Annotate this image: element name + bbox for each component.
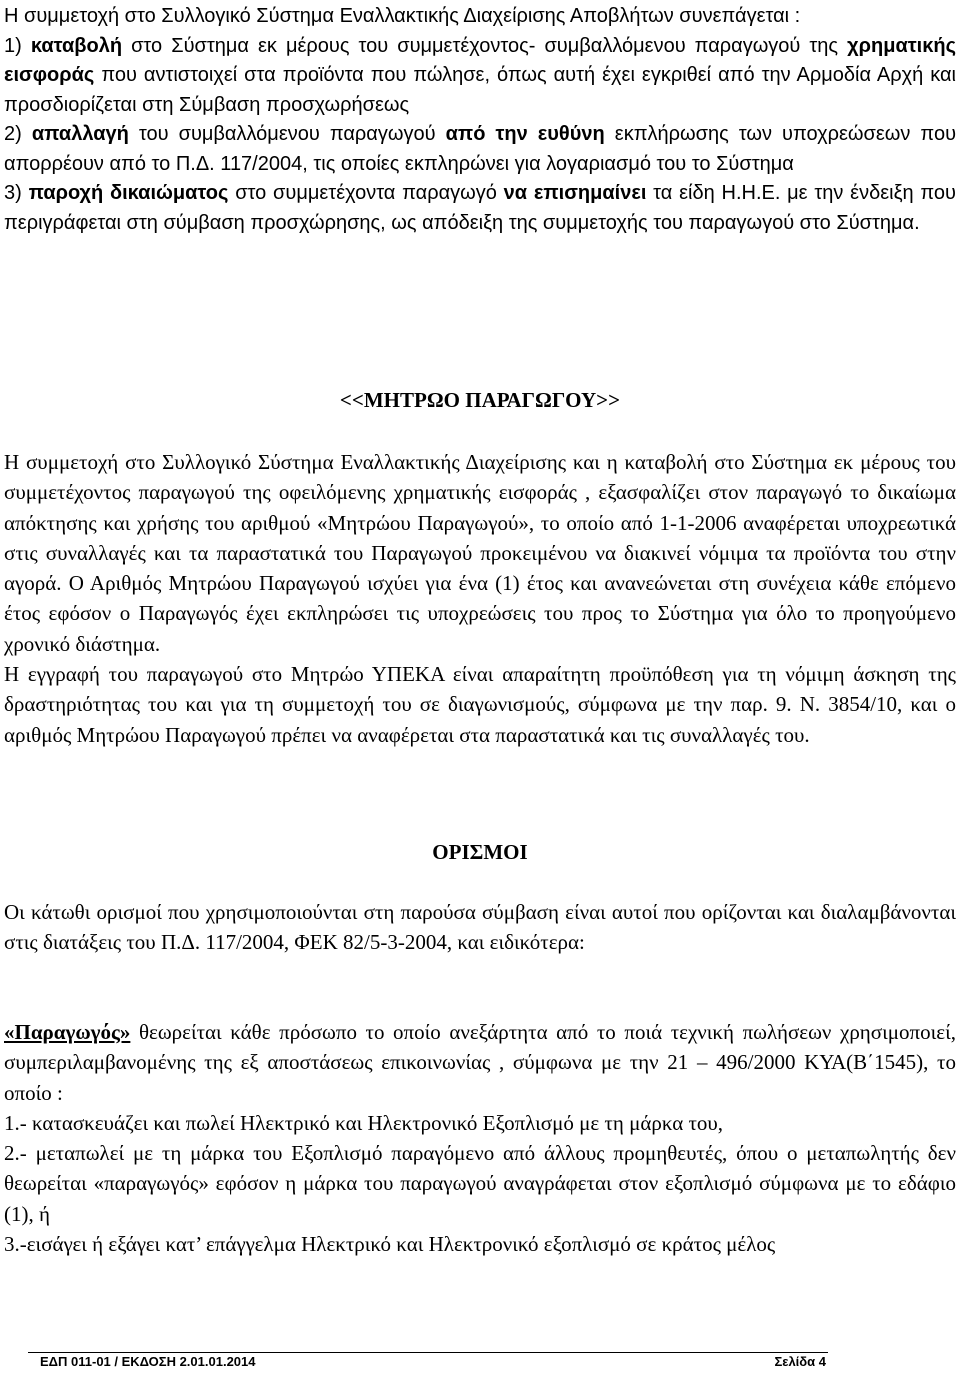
participation-section xyxy=(4,2,956,238)
producer-definition-block xyxy=(4,1017,956,1259)
footer-divider xyxy=(28,1352,828,1353)
registry-heading: <<ΜΗΤΡΩΟ ΠΑΡΑΓΩΓΟΥ>> xyxy=(339,388,621,412)
item-2-number: 2) xyxy=(4,123,32,145)
item-1-text-2: που αντιστοιχεί στα προϊόντα που πώλησε, όπως αυτή έχει εγκριθεί από την Αρμοδία Αρχή και προσδιορίζεται στη Σύμβαση προσχωρήσεως xyxy=(4,64,956,116)
footer-doc-code: ΕΔΠ 011-01 / ΕΚΔΟΣΗ 2.01.01.2014 xyxy=(40,1354,256,1369)
producer-item-2: 2.- μεταπωλεί με τη μάρκα του Εξοπλισμό παραγόμενο από άλλους προμηθευτές, όπου ο μεταπωλητής δεν θεωρείται «παραγωγός» εφόσον η μάρκα του παραγωγού αναγράφεται στον εξοπλισμό σύμφωνα με το εδάφιο (1), ή xyxy=(4,1141,956,1226)
item-2-text-2: εκπλήρωσης των υποχρεώσεων που απορρέουν από το Π.Δ. 117/2004, τις οποίες εκπληρώνει για λογαριασμό του το Σύστημα xyxy=(4,123,957,175)
item-3-bold-1: παροχή δικαιώματος xyxy=(28,182,229,204)
producer-term-text: θεωρείται κάθε πρόσωπο το οποίο ανεξάρτητα από το ποιά τεχνική πωλήσεων χρησιμοποιεί, συμπεριλαμβανομένης της εξ αποστάσεως επικοινωνίας , σύμφωνα με την 21 – 496/2000 ΚΥΑ(Β΄1545), το οποίο : xyxy=(4,1020,956,1105)
item-2-bold-1: απαλλαγή xyxy=(31,123,129,145)
item-3-text-2: τα είδη Η.Η.Ε. με την ένδειξη που περιγράφεται στη σύμβαση προσχώρησης, ως απόδειξη της συμμετοχής του παραγωγού στο Σύστημα. xyxy=(4,182,956,234)
producer-item-1: 1.- κατασκευάζει και πωλεί Ηλεκτρικό και Ηλεκτρονικό Εξοπλισμό με τη μάρκα του, xyxy=(4,1110,724,1135)
item-2-text-1: του συμβαλλόμενου παραγωγού xyxy=(128,123,446,145)
registry-paragraph-2: Η εγγραφή του παραγωγού στο Μητρώο ΥΠΕΚΑ είναι απαραίτητη προϋπόθεση για τη νόμιμη άσκηση της δραστηριότητας του και για τη συμμετοχή του σε διαγωνισμούς, σύμφωνα με την παρ. 9. Ν. 3854/10, και ο αριθμός Μητρώου Παραγωγού πρέπει να αναφέρεται στα παραστατικά και τις συναλλαγές του. xyxy=(4,662,956,747)
item-3-text-1: στο συμμετέχοντα παραγωγό xyxy=(228,182,504,204)
participation-intro: Η συμμετοχή στο Συλλογικό Σύστημα Εναλλακτικής Διαχείρισης Αποβλήτων συνεπάγεται : xyxy=(4,5,801,27)
definitions-intro-block xyxy=(4,897,956,958)
item-1-text-1: στο Σύστημα εκ μέρους του συμμετέχοντος- συμβαλλόμενου παραγωγού της xyxy=(122,34,848,57)
definitions-intro: Οι κάτωθι ορισμοί που χρησιμοποιούνται στη παρούσα σύμβαση είναι αυτοί που ορίζονται και διαλαμβάνονται στις διατάξεις του Π.Δ. 117/2004, ΦΕΚ 82/5-3-2004, και ειδικότερα: xyxy=(4,900,956,955)
registry-section xyxy=(4,447,956,750)
item-1-bold-2: χρηματικής εισφοράς xyxy=(4,34,956,86)
item-3-bold-2: να επισημαίνει xyxy=(503,182,647,204)
participation-item-2 xyxy=(4,120,956,179)
definitions-heading: ΟΡΙΣΜΟΙ xyxy=(432,840,528,864)
item-3-number: 3) xyxy=(4,182,29,204)
registry-paragraph-1: Η συμμετοχή στο Συλλογικό Σύστημα Εναλλακτικής Διαχείρισης και η καταβολή στο Σύστημα εκ μέρους του συμμετέχοντος παραγωγού της οφειλόμενης χρηματικής εισφοράς , εξασφαλίζει στον παραγωγό το δικαίωμα απόκτησης και χρήσης του αριθμού «Μητρώου Παραγωγού», το οποίο από 1-1-2006 αναφέρεται υποχρεωτικά στις συναλλαγές και τα παραστατικά του Παραγωγού προκειμένου να διακινεί νόμιμα τα προϊόντα του στην αγορά. Ο Αριθμός Μητρώου Παραγωγού ισχύει για ένα (1) έτος και ανανεώνεται στη συνέχεια κάθε επόμενο έτος εφόσον ο Παραγωγός έχει εκπληρώσει τις υποχρεώσεις του προς το Σύστημα για όλο το προηγούμενο χρονικό διάστημα. xyxy=(4,450,956,656)
footer-page-number: Σελίδα 4 xyxy=(774,1354,826,1369)
participation-item-1 xyxy=(4,32,956,121)
item-1-number: 1) xyxy=(4,34,31,57)
producer-item-3: 3.-εισάγει ή εξάγει κατ’ επάγγελμα Ηλεκτρικό και Ηλεκτρονικό εξοπλισμό σε κράτος μέλος xyxy=(4,1232,776,1257)
item-1-bold-1: καταβολή xyxy=(30,34,123,57)
producer-term: «Παραγωγός» xyxy=(4,1020,131,1044)
participation-item-3 xyxy=(4,179,956,238)
item-2-bold-2: από την ευθύνη xyxy=(445,123,605,145)
producer-definition xyxy=(4,1017,956,1108)
